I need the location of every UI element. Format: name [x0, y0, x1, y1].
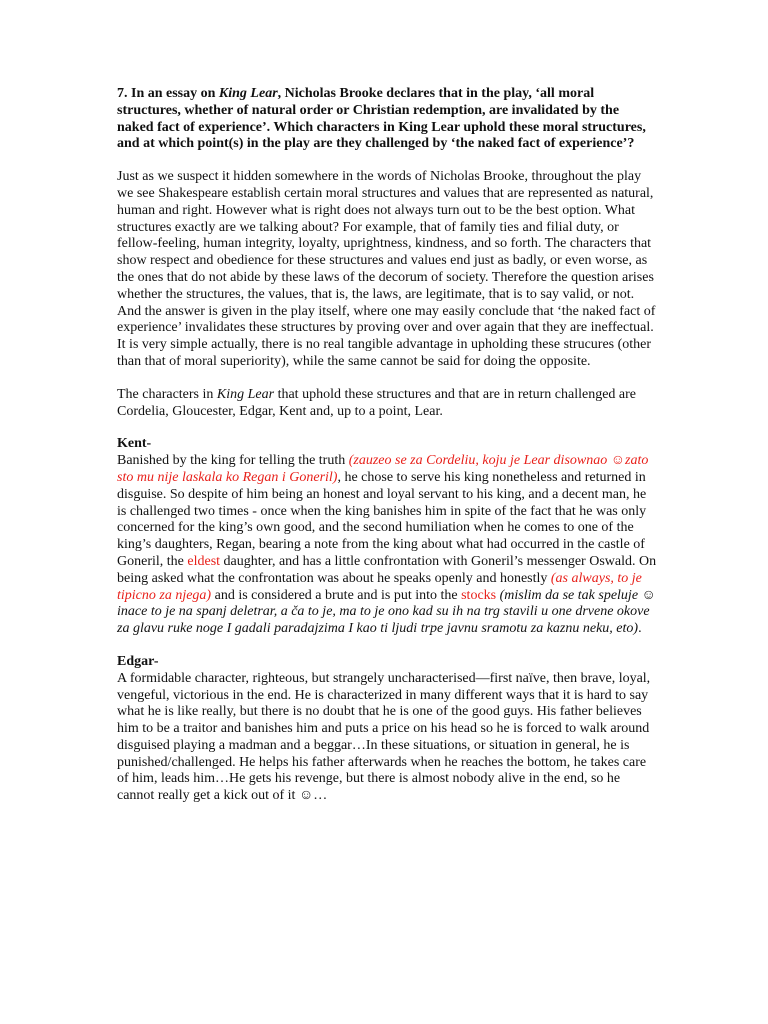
kent-note-eldest: eldest [187, 553, 221, 569]
question-text-1: 7. In an essay on [117, 86, 219, 101]
kent-note-stocks: stocks [461, 587, 497, 603]
document-page [117, 86, 657, 821]
kent-note-explanation: (mislim da se tak speluje ☺inace to je na spanj deletrar, a ča to je, ma to je ono kad su ih na trg stavili u one drvene okove za glavu ruke noge I gadali paradajzima I kao ti ljudi trpe javnu sramotu za kaznu neku, eto) [117, 587, 656, 637]
edgar-paragraph: A formidable character, righteous, but strangely uncharacterised—first naïve, then brave, loyal, vengeful, victorious in the end. He is characterized in many different ways that it is hard to say what he is like really, but there is no doubt that he is one of the good guys. His father believes him to be a traitor and banishes him and puts a price on his head so he is forced to walk around disguised playing a madman and a beggar…In these situations, or situation in general, he is punished/challenged. He helps his father afterwards when he reaches the bottom, he takes care of him, leads him…He gets his revenge, but there is almost nobody alive in the end, so he cannot really get a kick out of it ☺… [117, 670, 651, 804]
kent-text-1: Banished by the king for telling the truth [117, 453, 349, 469]
kent-text-5: . [638, 621, 642, 637]
kent-note-1: (zauzeo se za Cordeliu, koju je Lear disownao ☺zato sto mu nije laskala ko Regan i Goneril) [117, 453, 649, 485]
edgar-heading: Edgar- [117, 653, 159, 669]
characters-text-2: that uphold these structures and that are in return challenged are Cordelia, Gloucester, Edgar, Kent and, up to a point, Lear. [117, 386, 636, 419]
characters-paragraph [117, 387, 657, 421]
kent-text-2: , he chose to serve his king nonetheless and returned in disguise. So despite of him being an honest and loyal servant to his king, and a decent man, he is challenged two times - once when the king banishes him in spite of the fact that he was only concerned for the king’s own good, and the second humiliation when he comes to one of the king’s daughters, Regan, bearing a note from the king about what had occurred in the castle of Goneril, the [117, 469, 647, 569]
kent-text-3: daughter, and has a little confrontation with Goneril’s messenger Oswald. On being asked what the confrontation was about he speaks openly and honestly [117, 553, 657, 586]
characters-play-title: King Lear [216, 386, 275, 402]
kent-note-as-always: (as always, to je tipicno za njega) [117, 570, 642, 603]
kent-text-4: and is considered a brute and is put into the [211, 587, 462, 603]
question-play-title: King Lear [218, 86, 278, 101]
intro-paragraph: Just as we suspect it hidden somewhere in the words of Nicholas Brooke, throughout the play we see Shakespeare establish certain moral structures and values that are represented as natural, human and right. However what is right does not always turn out to be the best option. What structures exactly are we talking about? For example, that of family ties and filial duty, or fellow-feeling, human integrity, loyalty, uprightness, kindness, and so forth. The characters that show respect and obedience for these structures and values end just as badly, or even worse, as the ones that do not abide by these laws of the decorum of society. Therefore the question arises whether the structures, the values, that is, the laws, are legitimate, that is to say valid, or not. And the answer is given in the play itself, where one may easily conclude that ‘the naked fact of experience’ invalidates these structures by proving over and over again that they are ineffectual. It is very simple actually, there is no real tangible advantage in upholding these strucures (other than that of moral superiority), while the same cannot be said for doing the opposite. [117, 169, 656, 369]
question-text-2: , Nicholas Brooke declares that in the play, ‘all moral structures, whether of natural order or Christian redemption, are invalidated by the naked fact of experience’. Which characters in King Lear uphold these moral structures, and at which point(s) in the play are they challenged by ‘the naked fact of experience’? [117, 86, 646, 152]
kent-paragraph [117, 453, 657, 638]
kent-heading: Kent- [117, 436, 152, 452]
essay-question [117, 86, 657, 153]
characters-text-1: The characters in [117, 386, 217, 402]
